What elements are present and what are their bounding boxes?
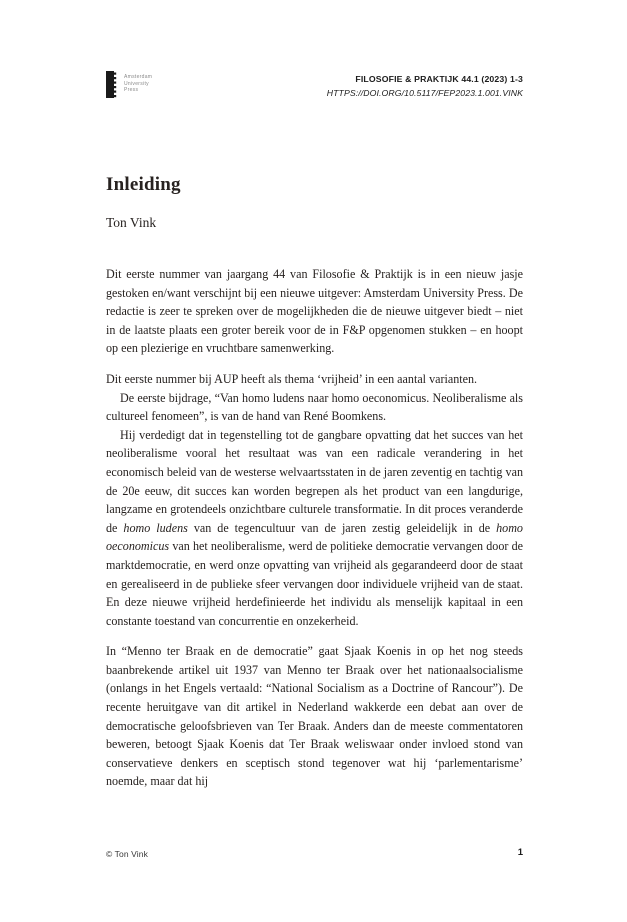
journal-issue-line: FILOSOFIE & PRAKTIJK 44.1 (2023) 1-3 [355,74,523,84]
publisher-name-line: Press [124,87,139,93]
body-paragraph [106,370,523,389]
footer-copyright: © Ton Vink [106,849,148,859]
body-paragraph [106,642,523,791]
text-run: Dit eerste nummer bij AUP heeft als thema ‘vrijheid’ in een aantal varianten. [106,371,478,386]
article-title: Inleiding [106,174,181,195]
text-run: van het neoliberalisme, werd de politieke democratie vervangen door de marktdemocratie, en werd onze opvatting van vrijheid als gegarandeerd door de staat en gerealiseerd in de publieke sfeer vervangen door individuele vrijheid van de staat. En deze nieuwe vrijheid herdefinieerde het individu als menselijk kapitaal in een constante toestand van concurrentie en onzekerheid. [106,539,523,628]
text-run: van de tegencultuur van de jaren zestig geleidelijk in de [187,520,497,535]
body-paragraph [106,265,523,358]
article-author: Ton Vink [106,215,157,230]
text-run: In “Menno ter Braak en de democratie” gaat Sjaak Koenis in op het nog steeds baanbrekende artikel uit 1937 van Menno ter Braak over het nationaalsocialisme (onlangs in het Engels vertaald: “National Socialism as a Doctrine of Rancour”). De recente heruitgave van dit artikel in Nederland wakkerde een debat aan over de democratische geloofsbrieven van Ter Braak. Anders dan de meeste commentatoren beweren, betoogt Sjaak Koenis dat Ter Braak weliswaar onder invloed stond van conservatieve denkers en sceptisch stond tegenover wat hij ‘parlementarisme’ noemde, maar dat hij [106,644,523,789]
publisher-name-line: Amsterdam [124,74,153,80]
body-paragraph [106,389,523,426]
journal-header [327,74,523,98]
text-run: De eerste bijdrage, “Van homo ludens naar homo oeconomicus. Neoliberalisme als cultureel fenomeen”, is van de hand van René Boomkens. [106,390,523,424]
italic-text-run: homo ludens [123,520,188,535]
article-body [106,265,523,791]
publisher-logo [106,71,152,103]
publisher-name-line: University [124,80,149,87]
body-paragraph [106,426,523,631]
italic-text-run: homo oeconomicus [106,520,523,554]
text-run: Dit eerste nummer van jaargang 44 van Filosofie & Praktijk is in een nieuw jasje gestoken en/want verschijnt bij een nieuwe uitgever: Amsterdam University Press. De redactie is zeer te spreken over de mogelijkheden die de nieuwe uitgever biedt – niet in de laatste plaats een groter bereik voor de in F&P opgenomen stukken – en hoopt op een plezierige en vruchtbare samenwerking. [106,267,523,356]
doi-line: HTTPS://DOI.ORG/10.5117/FEP2023.1.001.VINK [326,88,523,98]
publisher-name [124,71,152,94]
footer-page-number: 1 [517,847,523,858]
text-run: Hij verdedigt dat in tegenstelling tot de gangbare opvatting dat het succes van het neoliberalisme vooral het resultaat was van een radicale verandering in het economisch beleid van de westerse welvaartsstaten in de jaren zeventig en tachtig van de 20e eeuw, dit succes kan worden begrepen als het product van een langdurige, langzame en grotendeels onzichtbare culturele transformatie. In dit proces veranderde de [106,427,523,535]
aup-logo-mark-icon [106,71,117,103]
